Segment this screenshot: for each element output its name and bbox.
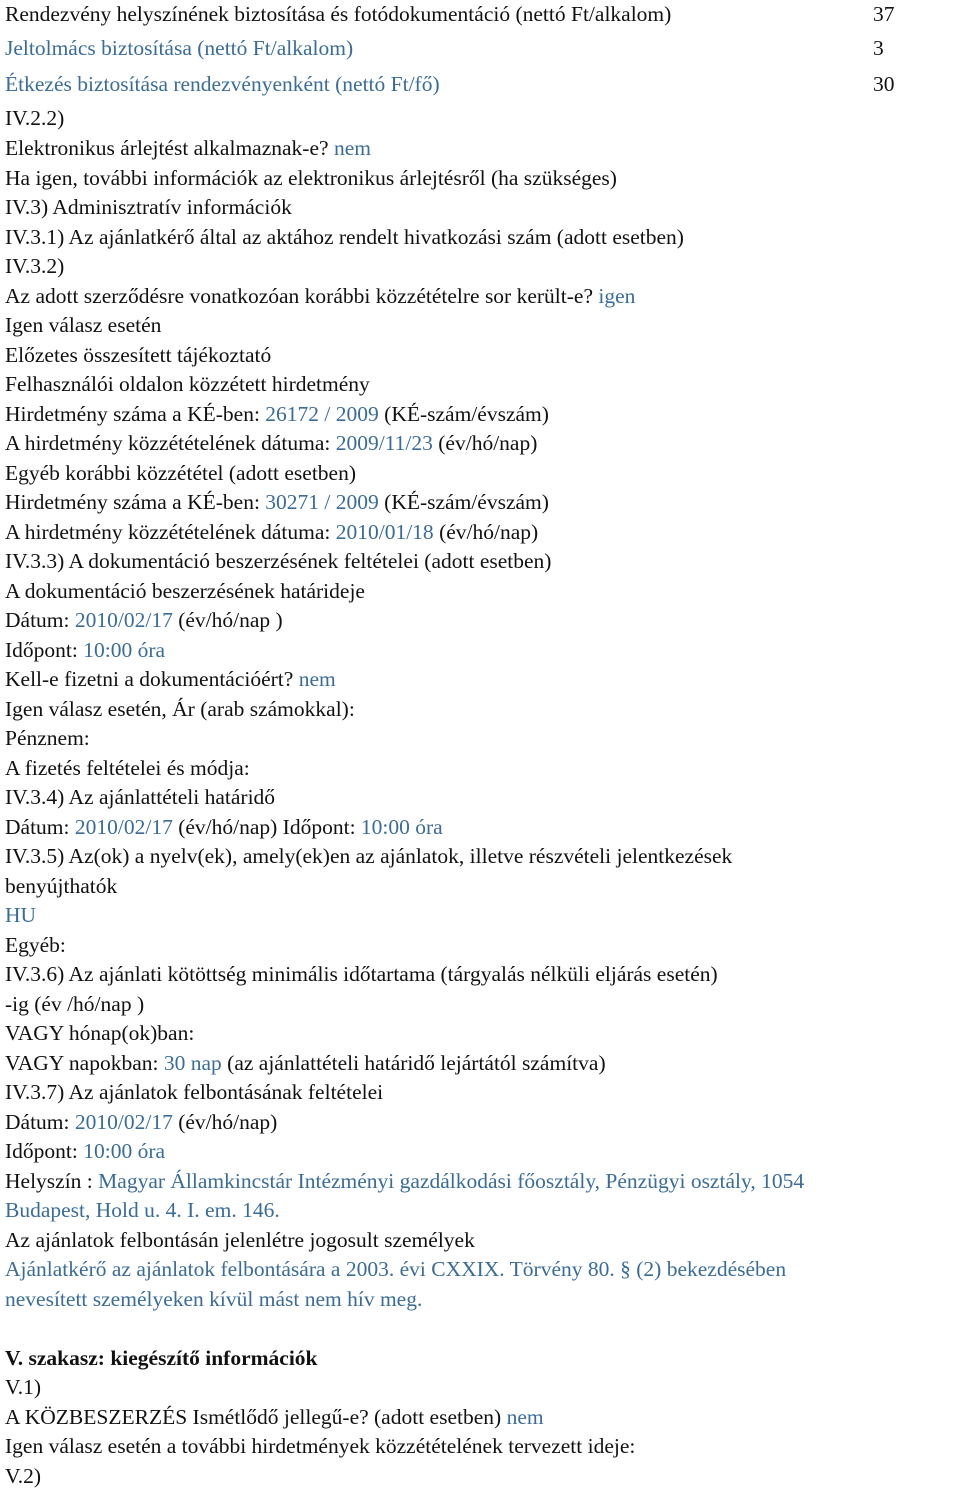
opening-time: 10:00 óra (83, 1139, 166, 1163)
deadline-date: 2010/02/17 (74, 815, 173, 839)
text-line (5, 488, 960, 518)
question-label: Az adott szerződésre vonatkozóan korábbi közzétételre sor került-e? (5, 284, 593, 308)
text-line: Igen válasz esetén a további hirdetmények közzétételének tervezett ideje: (5, 1434, 636, 1458)
text-line: A dokumentáció beszerzésének határideje (5, 579, 365, 603)
field-label: Dátum: (5, 608, 70, 632)
section-heading: IV.3.2) (5, 254, 65, 278)
evaluation-criterion-row (5, 34, 960, 64)
text-line: Igen válasz esetén, Ár (arab számokkal): (5, 697, 355, 721)
section-heading: IV.3.5) Az(ok) a nyelv(ek), amely(ek)en az ajánlatok, illetve részvételi jelentkezések (5, 844, 733, 868)
criterion-weight: 30 (873, 72, 895, 96)
text-line: Pénznem: (5, 726, 90, 750)
text-line (5, 813, 960, 843)
text-line: Felhasználói oldalon közzétett hirdetmény (5, 372, 370, 396)
publication-date: 2010/01/18 (335, 520, 434, 544)
deadline-date: 2010/02/17 (74, 608, 173, 632)
attendees-value-cont: nevesített személyeken kívül mást nem hív meg. (5, 1287, 423, 1311)
section-heading: IV.3) Adminisztratív információk (5, 195, 292, 219)
field-format: (év/hó/nap) Időpont: (178, 815, 356, 839)
field-label: Hirdetmény száma a KÉ-ben: (5, 490, 260, 514)
field-format: (KÉ-szám/évszám) (384, 402, 549, 426)
text-line: -ig (év /hó/nap ) (5, 992, 145, 1016)
section-heading: V.1) (5, 1375, 42, 1399)
section-heading: IV.3.1) Az ajánlatkérő által az aktához rendelt hivatkozási szám (adott esetben) (5, 225, 684, 249)
criterion-weight: 3 (873, 36, 884, 60)
answer-value: nem (333, 136, 371, 160)
field-label: A hirdetmény közzétételének dátuma: (5, 520, 331, 544)
text-line (5, 1108, 960, 1138)
notice-year: 2009 (335, 490, 379, 514)
text-line: benyújthatók (5, 874, 118, 898)
section-heading: IV.2.2) (5, 106, 65, 130)
field-label: Időpont: (5, 1139, 78, 1163)
text-line: A fizetés feltételei és módja: (5, 756, 250, 780)
publication-date: 2009/11/23 (335, 431, 433, 455)
separator: / (324, 402, 331, 426)
text-line (5, 606, 960, 636)
criterion-label: Rendezvény helyszínének biztosítása és fotódokumentáció (nettó Ft/alkalom) (5, 2, 672, 26)
text-line (5, 400, 960, 430)
section-heading: IV.3.4) Az ajánlattételi határidő (5, 785, 276, 809)
text-line (5, 1403, 960, 1433)
question-label: Elektronikus árlejtést alkalmaznak-e? (5, 136, 329, 160)
evaluation-criterion-row (5, 0, 960, 30)
field-format: (év/hó/nap) (178, 1110, 278, 1134)
notice-year: 2009 (335, 402, 379, 426)
field-label: Dátum: (5, 815, 70, 839)
deadline-time: 10:00 óra (360, 815, 443, 839)
answer-value: nem (506, 1405, 544, 1429)
field-label: Helyszín : (5, 1169, 93, 1193)
question-label: A KÖZBESZERZÉS Ismétlődő jellegű-e? (adott esetben) (5, 1405, 502, 1429)
text-line: VAGY hónap(ok)ban: (5, 1021, 195, 1045)
text-line: Igen válasz esetén (5, 313, 162, 337)
text-line: Egyéb: (5, 933, 66, 957)
text-line (5, 282, 960, 312)
text-line (5, 1167, 960, 1197)
language-value: HU (5, 903, 37, 927)
text-line: Egyéb korábbi közzététel (adott esetben) (5, 461, 357, 485)
field-label: Időpont: (5, 638, 78, 662)
text-line (5, 429, 960, 459)
notice-number: 26172 (265, 402, 320, 426)
field-format: (év/hó/nap) (439, 520, 539, 544)
field-label: Hirdetmény száma a KÉ-ben: (5, 402, 260, 426)
separator: / (324, 490, 331, 514)
notice-number: 30271 (265, 490, 320, 514)
evaluation-criterion-row (5, 70, 960, 100)
location-value: Magyar Államkincstár Intézményi gazdálkodási főosztály, Pénzügyi osztály, 1054 (98, 1169, 805, 1193)
field-format: (KÉ-szám/évszám) (384, 490, 549, 514)
opening-date: 2010/02/17 (74, 1110, 173, 1134)
section-heading: V.2) (5, 1464, 42, 1488)
criterion-label: Étkezés biztosítása rendezvényenként (nettó Ft/fő) (5, 72, 440, 96)
question-label: Kell-e fizetni a dokumentációért? (5, 667, 294, 691)
text-line (5, 1049, 960, 1079)
answer-value: nem (298, 667, 336, 691)
text-line (5, 1137, 960, 1167)
field-label: Dátum: (5, 1110, 70, 1134)
criterion-label: Jeltolmács biztosítása (nettó Ft/alkalom) (5, 36, 354, 60)
section-title: V. szakasz: kiegészítő információk (5, 1346, 318, 1370)
answer-value: igen (598, 284, 636, 308)
criterion-weight: 37 (873, 2, 895, 26)
field-note: (az ajánlattételi határidő lejártától számítva) (227, 1051, 606, 1075)
section-heading: IV.3.3) A dokumentáció beszerzésének feltételei (adott esetben) (5, 549, 552, 573)
text-line: Előzetes összesített tájékoztató (5, 343, 272, 367)
location-value-cont: Budapest, Hold u. 4. I. em. 146. (5, 1198, 280, 1222)
section-heading: IV.3.7) Az ajánlatok felbontásának feltételei (5, 1080, 384, 1104)
field-format: (év/hó/nap) (438, 431, 538, 455)
section-heading: IV.3.6) Az ajánlati kötöttség minimális időtartama (tárgyalás nélküli eljárás esetén) (5, 962, 718, 986)
text-line: Az ajánlatok felbontásán jelenlétre jogosult személyek (5, 1228, 475, 1252)
field-label: VAGY napokban: (5, 1051, 159, 1075)
deadline-time: 10:00 óra (83, 638, 166, 662)
attendees-value: Ajánlatkérő az ajánlatok felbontására a 2003. évi CXXIX. Törvény 80. § (2) bekezdésében (5, 1257, 787, 1281)
field-label: A hirdetmény közzétételének dátuma: (5, 431, 331, 455)
text-line (5, 518, 960, 548)
field-format: (év/hó/nap ) (178, 608, 283, 632)
text-line (5, 134, 960, 164)
text-line (5, 665, 960, 695)
days-value: 30 nap (163, 1051, 222, 1075)
text-line (5, 636, 960, 666)
text-line: Ha igen, további információk az elektronikus árlejtésről (ha szükséges) (5, 166, 617, 190)
